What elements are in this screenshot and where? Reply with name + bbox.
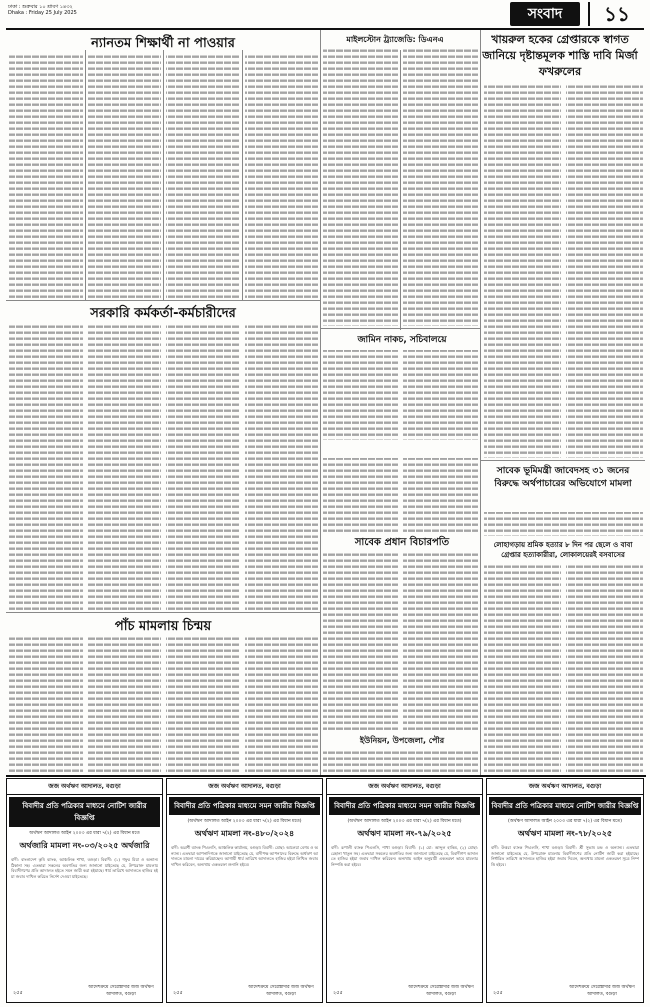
ad-subtitle: (অর্থঋণ আদালত আইন ২০০৩ এর ধারা ৭(২) এর বিধান মতে) (507, 819, 623, 824)
ad-body: বাদী: অগ্রণী ব্যাংক পিএলসি, আঞ্চলিক কার্যালয়, বগুড়া। বিবাদী: মোছা: আলেয়া বেগম ও অন্যান্য। এতদ্বারা আপনাদিগকে জানানো যাইতেছে যে, বাদীপক্ষ আপনাদের বিরুদ্ধে অর্থঋণ আদালতে মামলা দায়ের করিয়াছেন। আগামী ধার্য তারিখে আদালতে হাজির হইয়া লিখিত জবাব দাখিল করিবেন, অন্যথায় একতরফা শুনানি হইবে। (171, 845, 318, 867)
headline-sarkari: সরকারি কর্মকর্তা-কর্মচারীদের (90, 306, 236, 321)
ad-subtitle: (অর্থঋণ আদালত আইন ২০০৩ এর ধারা ৭(২) এর বিধান মতে) (187, 819, 302, 824)
ad-body: বাদী: উত্তরা ব্যাংক পিএলসি, শাখা বগুড়া। বিবাদী: শ্রী সুভাষ চন্দ্র ও অন্যান্য। এতদ্বারা জানানো যাইতেছে যে, উপরোক্ত মামলায় বিবাদীগণের প্রতি নোটিশ জারী করা হইয়াছে। নির্ধারিত তারিখে আদালতে হাজির হইয়া জবাব দিবেন, অন্যথায় মামলা একতরফা সূত্রে নিষ্পত্তি হইবে। (491, 845, 639, 867)
ad-court-name: জজ অর্থঋণ আদালত, বগুড়া (487, 779, 643, 795)
ads-divider (6, 775, 646, 777)
ad-code: ২৫৫ (333, 990, 343, 996)
ad-title: বিবাদীর প্রতি পত্রিকার মাধ্যমে নোটিশ জারীর বিজ্ঞপ্তি (9, 797, 160, 827)
ad-case-number: অর্থঋণ মামলা নং-৪৮০/২০২৪ (194, 829, 295, 838)
court-notice-ad (6, 778, 163, 1003)
ad-code: ২৫৫ (493, 990, 503, 996)
dateline-bn: ঢাকা : শুক্রবার ১০ শ্রাবণ ১৪৩২ (8, 4, 73, 10)
headline-chinmoy: পাঁচ মামলায় চিন্ময় (114, 619, 212, 634)
ad-title: বিবাদীর প্রতি পত্রিকার মাধ্যমে নোটিশ জারীর বিজ্ঞপ্তি (489, 797, 641, 815)
ad-subtitle: অর্থঋণ আদালত আইন ২০০৩ এর ধারা ৭(২) এর বিধান মতে (29, 831, 140, 836)
ad-case-number: অর্থজারি মামলা নং-০৩/২০২৫ অর্থজারি (19, 841, 150, 850)
ad-court-name: জজ অর্থঋণ আদালত, বগুড়া (327, 779, 482, 795)
ad-code: ২৫৫ (13, 990, 23, 996)
ad-code: ২৫৫ (173, 990, 183, 996)
ad-signature: আদেশক্রমে সেরেস্তাদার জজ অর্থঋণ আদালত, বগুড়া (569, 985, 635, 997)
headline-milestone: মাইলস্টোন ট্র্যাজেডি: ডিএনএ (346, 35, 444, 44)
ad-signature: আদেশক্রমে সেরেস্তাদার জজ অর্থঋণ আদালত, বগুড়া (408, 985, 474, 997)
headline-jabed: সাবেক ভূমিমন্ত্রী জাবেদসহ ৩১ জনের বিরুদ্ধে অর্থপাচারের অভিযোগে মামলা (494, 466, 632, 489)
headline-jamin: জামিন নাকচ, সচিবালয়ে (357, 335, 447, 345)
court-notice-ad (486, 778, 644, 1003)
ad-case-number: অর্থঋণ মামলা নং-৭৯/২০২৫ (357, 829, 452, 838)
headline-mirza-fakhrul: খায়রুল হকের গ্রেপ্তারকে স্বাগত জানিয়ে দৃষ্টান্তমূলক শাস্তি দাবি মির্জা ফখরুলের (482, 33, 638, 78)
ad-court-name: জজ অর্থঋণ আদালত, বগুড়া (7, 779, 162, 795)
ad-case-number: অর্থঋণ মামলা নং-৭৮/২০২৫ (517, 829, 613, 838)
ad-signature: আদেশক্রমে সেরেস্তাদার জজ অর্থঋণ আদালত, বগুড়া (88, 985, 154, 997)
headline-union: ইউনিয়ন, উপজেলা, পৌর (359, 736, 445, 745)
headline-shikkharthi: ন্যানতম শিক্ষার্থী না পাওয়ার (91, 36, 235, 51)
dateline-en: Dhaka : Friday 25 July 2025 (8, 10, 77, 16)
court-notice-ad (166, 778, 323, 1003)
ad-signature: আদেশক্রমে সেরেস্তাদার জজ অর্থঋণ আদালত, বগুড়া (248, 985, 314, 997)
headline-prodhan-bicharpoti: সাবেক প্রধান বিচারপতি (354, 537, 450, 548)
ad-body: বাদী: রূপালী ব্যাংক পিএলসি, শাখা বগুড়া। বিবাদী: (১) মো: আব্দুল হাকিম, (২) মোছা: রেহানা খাতুন সহ। এতদ্বারা সকলের অবগতির জন্য জানানো যাইতেছে যে, বিবাদীগণ আদালতে হাজির হইয়া জবাব দাখিল করিবেন। অন্যথায় আইন অনুযায়ী একতরফা ভাবে মামলার নিষ্পত্তি করা হইবে। (331, 845, 478, 867)
masthead-logo: সংবাদ (510, 2, 580, 26)
ad-court-name: জজ অর্থঋণ আদালত, বগুড়া (167, 779, 322, 795)
ad-body: বাদী: বাংলাদেশ কৃষি ব্যাংক, আঞ্চলিক শাখা, বগুড়া। বিবাদী: (১) গফুর মিয়া ও অন্যান্য ঠিকানা সহ। এতদ্বারা সকলের অবগতির জন্য জানানো যাইতেছে যে, উপরোক্ত মামলায় বিবাদীগণের প্রতি আদালত হইতে সমন জারী করা হইয়াছে। ধার্য তারিখে আদালতে হাজির হইয়া জবাব দাখিল করিতে নির্দেশ দেওয়া যাইতেছে। (11, 857, 158, 879)
text-lines-left-top (9, 52, 318, 298)
ad-title: বিবাদীর প্রতি পত্রিকার মাধ্যমে সমন জারীর বিজ্ঞপ্তি (169, 797, 320, 815)
court-notice-ad (326, 778, 483, 1003)
ad-title: বিবাদীর প্রতি পত্রিকার মাধ্যমে সমন জারীর বিজ্ঞপ্তি (329, 797, 480, 815)
ad-subtitle: (অর্থঋণ আদালত আইন ২০০৩ এর ধারা ৭(২) এর বিধান মতে) (347, 819, 462, 824)
page-number: ১১ (588, 2, 644, 26)
headline-lohagara: লোহাগড়ায় শ্রমিক হত্যার ৮ দিন পর ছেলে ও বাবা গ্রেপ্তার হত্যাকারীরা, লোকালয়েরই বসবাসের (493, 541, 633, 559)
